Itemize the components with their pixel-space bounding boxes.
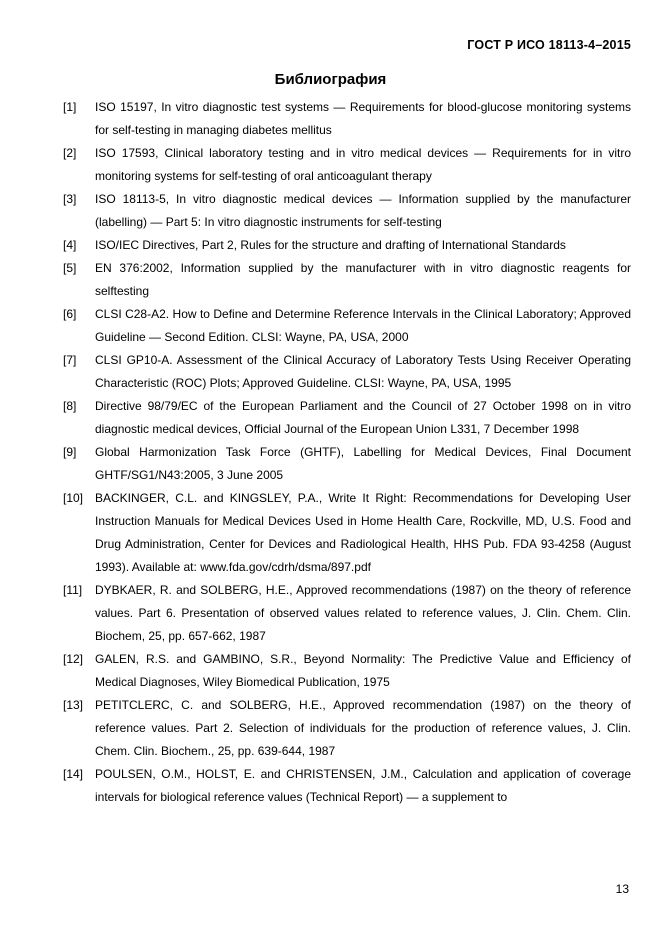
entry-number: [1]	[63, 100, 77, 114]
entry-number: [11]	[63, 583, 83, 597]
bibliography-entry	[63, 349, 631, 395]
entry-number: [9]	[63, 445, 77, 459]
entry-text: ISO/IEC Directives, Part 2, Rules for the structure and drafting of International Standards	[95, 238, 566, 252]
bibliography-entry	[63, 142, 631, 188]
bibliography-entry	[63, 303, 631, 349]
page-number: 13	[615, 882, 629, 896]
entry-number: [2]	[63, 146, 77, 160]
bibliography-entry	[63, 648, 631, 694]
bibliography-entry	[63, 694, 631, 763]
bibliography-title: Библиография	[274, 71, 387, 88]
bibliography-entry	[63, 234, 631, 257]
document-header-code: ГОСТ Р ИСО 18113-4–2015	[467, 38, 631, 52]
entry-number: [4]	[63, 238, 77, 252]
bibliography-entry	[63, 763, 631, 809]
bibliography-list	[63, 96, 631, 809]
entry-text: GALEN, R.S. and GAMBINO, S.R., Beyond Normality: The Predictive Value and Efficiency of Medical Diagnoses, Wiley Biomedical Publication, 1975	[95, 652, 631, 689]
entry-number: [12]	[63, 652, 84, 666]
entry-text: ISO 15197, In vitro diagnostic test systems — Requirements for blood-glucose monitoring systems for self-testing in managing diabetes mellitus	[95, 100, 631, 137]
bibliography-entry	[63, 441, 631, 487]
entry-number: [6]	[63, 307, 77, 321]
bibliography-entry	[63, 487, 631, 579]
entry-text: ISO 18113-5, In vitro diagnostic medical devices — Information supplied by the manufacturer (labelling) — Part 5: In vitro diagnostic instruments for self-testing	[95, 192, 631, 229]
entry-text: PETITCLERC, C. and SOLBERG, H.E., Approved recommendation (1987) on the theory of reference values. Part 2. Selection of individuals for the production of reference values, J. Clin. Chem. Clin. Biochem., 25, pp. 639-644, 1987	[95, 698, 631, 758]
entry-text: Directive 98/79/EC of the European Parliament and the Council of 27 October 1998 on in vitro diagnostic medical devices, Official Journal of the European Union L331, 7 December 1998	[95, 399, 631, 436]
entry-number: [14]	[63, 767, 84, 781]
entry-text: DYBKAER, R. and SOLBERG, H.E., Approved recommendations (1987) on the theory of reference values. Part 6. Presentation of observed values related to reference values, J. Clin. Chem. Clin. Biochem, 25, pp. 657-662, 1987	[95, 583, 631, 643]
entry-text: POULSEN, O.M., HOLST, E. and CHRISTENSEN, J.M., Calculation and application of coverage intervals for biological reference values (Technical Report) — a supplement to	[95, 767, 631, 804]
bibliography-entry	[63, 579, 631, 648]
entry-text: Global Harmonization Task Force (GHTF), Labelling for Medical Devices, Final Document GHTF/SG1/N43:2005, 3 June 2005	[95, 445, 631, 482]
bibliography-entry	[63, 96, 631, 142]
bibliography-entry	[63, 188, 631, 234]
entry-text: CLSI C28-A2. How to Define and Determine Reference Intervals in the Clinical Laboratory; Approved Guideline — Second Edition. CLSI: Wayne, PA, USA, 2000	[95, 307, 631, 344]
entry-text: ISO 17593, Clinical laboratory testing and in vitro medical devices — Requirements for in vitro monitoring systems for self-testing of oral anticoagulant therapy	[95, 146, 631, 183]
entry-number: [3]	[63, 192, 77, 206]
entry-number: [13]	[63, 698, 84, 712]
entry-number: [7]	[63, 353, 77, 367]
entry-number: [10]	[63, 491, 84, 505]
entry-number: [5]	[63, 261, 77, 275]
entry-number: [8]	[63, 399, 77, 413]
entry-text: BACKINGER, C.L. and KINGSLEY, P.A., Write It Right: Recommendations for Developing User Instruction Manuals for Medical Devices Used in Home Health Care, Rockville, MD, U.S. Food and Drug Administration, Center for Devices and Radiological Health, HHS Pub. FDA 93-4258 (August 1993). Available at: www.fda.gov/cdrh/dsma/897.pdf	[95, 491, 631, 574]
entry-text: CLSI GP10-A. Assessment of the Clinical Accuracy of Laboratory Tests Using Receiver Operating Characteristic (ROC) Plots; Approved Guideline. CLSI: Wayne, PA, USA, 1995	[95, 353, 631, 390]
bibliography-entry	[63, 395, 631, 441]
bibliography-entry	[63, 257, 631, 303]
entry-text: EN 376:2002, Information supplied by the manufacturer with in vitro diagnostic reagents for selftesting	[95, 261, 631, 298]
